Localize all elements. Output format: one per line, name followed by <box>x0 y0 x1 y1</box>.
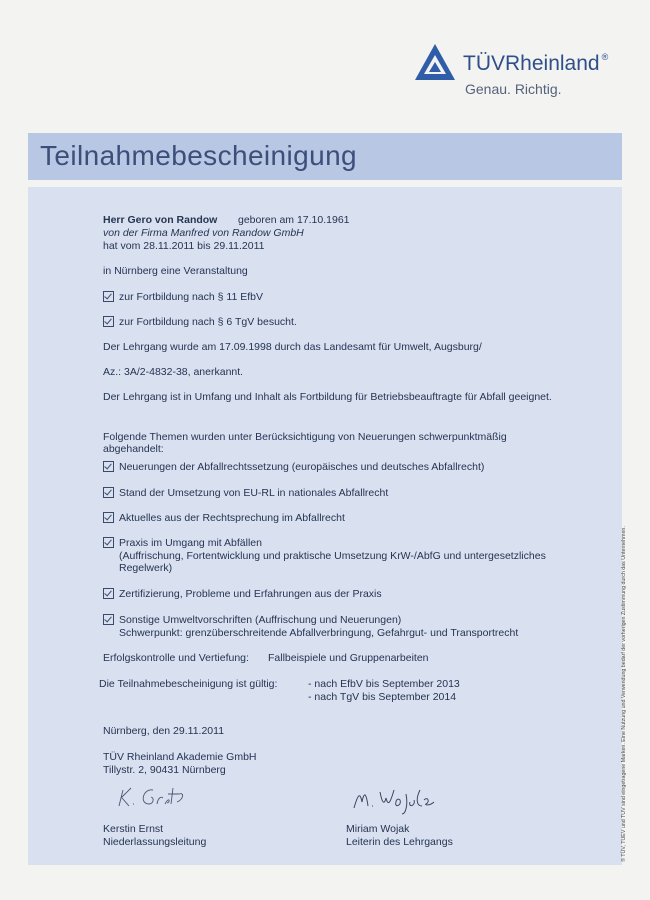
assessment-label: Erfolgskontrolle und Vertiefung: <box>103 652 249 664</box>
birth-date: geboren am 17.10.1961 <box>238 214 350 226</box>
issuer-name: TÜV Rheinland Akademie GmbH <box>103 751 257 763</box>
validity-item: - nach EfbV bis September 2013 <box>308 678 460 690</box>
signatory-name: Kerstin Ernst <box>103 823 164 835</box>
checkbox-icon <box>103 487 114 498</box>
checkbox-icon <box>103 537 114 548</box>
topics-intro: Folgende Themen wurden unter Berücksichtigung von Neuerungen schwerpunktmäßig <box>103 431 507 443</box>
reference-number: Az.: 3A/2-4832-38, anerkannt. <box>103 366 244 378</box>
brand-name: TÜVRheinland ® <box>463 52 609 75</box>
event-intro: in Nürnberg eine Veranstaltung <box>103 265 248 277</box>
recognition-line: Der Lehrgang wurde am 17.09.1998 durch das Landesamt für Umwelt, Augsburg/ <box>103 341 482 353</box>
topic-item: Praxis im Umgang mit Abfällen <box>119 537 262 549</box>
triangle-logo-icon <box>413 42 457 82</box>
validity-item: - nach TgV bis September 2014 <box>308 691 457 703</box>
purpose-item: zur Fortbildung nach § 6 TgV besucht. <box>119 316 297 328</box>
course-dates: hat vom 28.11.2011 bis 29.11.2011 <box>103 240 265 252</box>
checkbox-icon <box>103 512 114 523</box>
signatory-role: Leiterin des Lehrgangs <box>346 836 453 848</box>
participant-name: Herr Gero von Randow <box>103 214 218 226</box>
signature-ernst <box>113 782 193 812</box>
signatory-role: Niederlassungsleitung <box>103 836 207 848</box>
topic-item: Aktuelles aus der Rechtsprechung im Abfallrecht <box>119 512 345 524</box>
purpose-item: zur Fortbildung nach § 11 EfbV <box>119 291 263 303</box>
document-title: Teilnahmebescheinigung <box>40 140 358 171</box>
checkbox-icon <box>103 461 114 472</box>
company-line: von der Firma Manfred von Randow GmbH <box>103 227 304 239</box>
suitability-line: Der Lehrgang ist in Umfang und Inhalt als Fortbildung für Betriebsbeauftragte für Abfall geeignet. <box>103 391 552 403</box>
validity-label: Die Teilnahmebescheinigung ist gültig: <box>99 678 278 690</box>
place-date: Nürnberg, den 29.11.2011 <box>103 725 225 737</box>
signatory-name: Miriam Wojak <box>346 823 410 835</box>
assessment-value: Fallbeispiele und Gruppenarbeiten <box>268 652 429 664</box>
topic-item-detail: Regelwerk) <box>119 562 173 574</box>
checkbox-icon <box>103 614 114 625</box>
topic-item: Sonstige Umweltvorschriften (Auffrischung und Neuerungen) <box>119 614 402 626</box>
checkbox-icon <box>103 316 114 327</box>
topic-item-detail: Schwerpunkt: grenzüberschreitende Abfallverbringung, Gefahrgut- und Transportrecht <box>119 627 519 639</box>
checkbox-icon <box>103 291 114 302</box>
trademark-note: ® TÜV, TUEV und TUV sind eingetragene Marken. Eine Nutzung und Verwendung bedarf der vorherigen Zustimmung durch das Unternehmen. <box>621 526 627 862</box>
topic-item: Stand der Umsetzung von EU-RL in nationales Abfallrecht <box>119 487 389 499</box>
tuv-rheinland-logo <box>413 42 633 102</box>
issuer-address: Tillystr. 2, 90431 Nürnberg <box>103 764 226 776</box>
topic-item-detail: (Auffrischung, Fortentwicklung und praktische Umsetzung KrW-/AbfG und untergesetzliches <box>119 550 546 562</box>
checkbox-icon <box>103 588 114 599</box>
topics-intro: abgehandelt: <box>103 443 164 455</box>
signature-wojak <box>350 784 440 816</box>
topic-item: Neuerungen der Abfallrechtssetzung (europäisches und deutsches Abfallrecht) <box>119 461 485 473</box>
brand-tagline: Genau. Richtig. <box>465 81 562 97</box>
topic-item: Zertifizierung, Probleme und Erfahrungen aus der Praxis <box>119 588 382 600</box>
title-banner <box>28 133 622 180</box>
